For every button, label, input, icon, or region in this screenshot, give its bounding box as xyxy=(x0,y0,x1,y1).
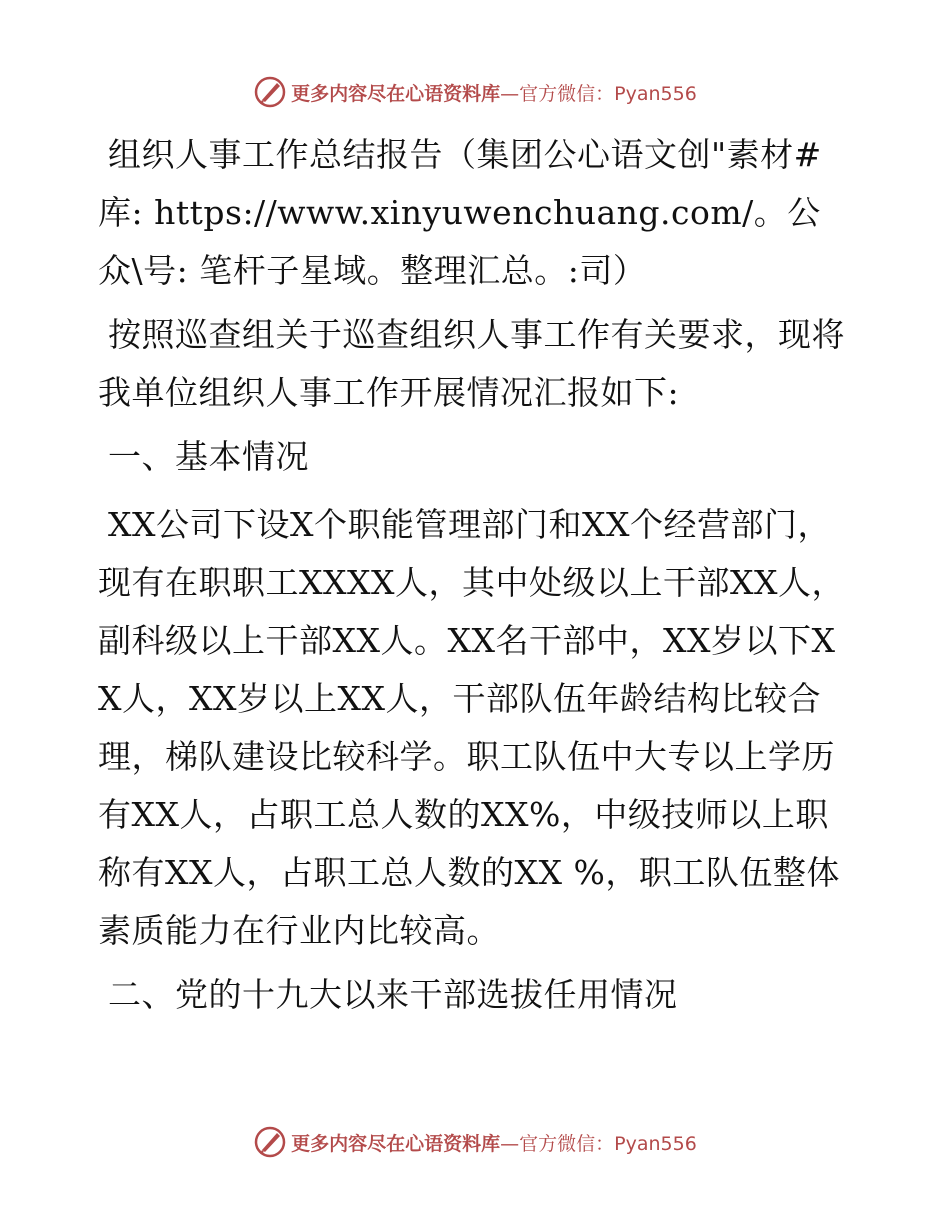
document-title: 组织人事工作总结报告（集团公心语文创"素材#库: https://www.xinyuwenchuang.com/。公众\号: 笔杆子星域。整理汇总。:司） xyxy=(98,135,822,290)
banner-main-text: 更多内容尽在心语资料库 xyxy=(291,82,501,105)
quill-pen-circle-icon xyxy=(253,1125,287,1159)
section-heading-basic: 一、基本情况 xyxy=(108,437,309,476)
footer-banner xyxy=(0,1122,950,1162)
quill-pen-circle-icon xyxy=(253,75,287,109)
banner-contact-text: —官方微信：Pyan556 xyxy=(500,82,697,105)
banner-contact-text: —官方微信：Pyan556 xyxy=(500,1132,697,1155)
header-banner xyxy=(0,72,950,112)
document-body xyxy=(98,126,850,1024)
intro-paragraph: 按照巡查组关于巡查组织人事工作有关要求，现将我单位组织人事工作开展情况汇报如下: xyxy=(98,315,845,412)
section-heading-selection: 二、党的十九大以来干部选拔任用情况 xyxy=(108,975,678,1014)
banner-main-text: 更多内容尽在心语资料库 xyxy=(291,1132,501,1155)
section-body-basic: XX公司下设X个职能管理部门和XX个经营部门，现有在职职工XXXX人，其中处级以上干部XX人，副科级以上干部XX人。XX名干部中，XX岁以下XX人，XX岁以上XX人，干部队伍年龄结构比较合理，梯队建设比较科学。职工队伍中大专以上学历有XX人，占职工总人数的XX%，中级技师以上职称有XX人，占职工总人数的XX %，职工队伍整体素质能力在行业内比较高。 xyxy=(98,505,845,950)
